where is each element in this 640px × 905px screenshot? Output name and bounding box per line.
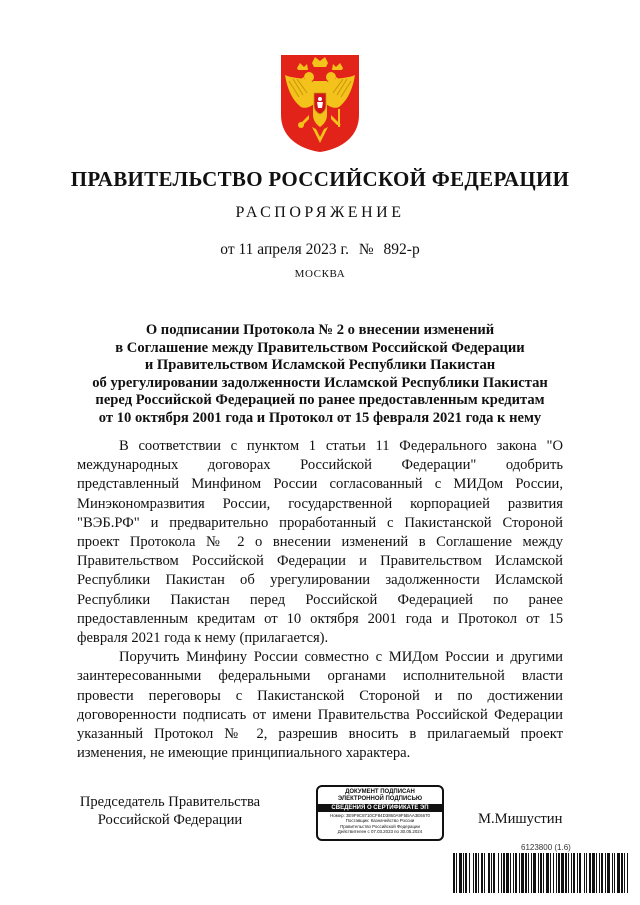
document-city: МОСКВА <box>294 268 346 280</box>
subject-line: от 10 октября 2001 года и Протокол от 15 февраля 2021 года к нему <box>98 409 542 426</box>
russian-coat-of-arms-icon <box>279 53 361 153</box>
stamp-owner: Правительство Российской Федерации <box>340 823 420 829</box>
barcode-icon <box>453 853 629 893</box>
document-body <box>77 437 563 763</box>
document-date: от 11 апреля 2023 г. <box>220 241 349 258</box>
stamp-serial: Номер: 3E9F9C8710CF84D3860A9F5BAA3E6670 <box>330 813 430 818</box>
electronic-signature-stamp <box>316 785 444 841</box>
subject-line: О подписании Протокола № 2 о внесении изменений <box>145 322 495 338</box>
subject-line: в Соглашение между Правительством Российской Федерации <box>115 339 525 356</box>
stamp-validity: Действителен с 07.03.2023 по 30.05.2024 <box>337 829 423 835</box>
barcode-number: 6123800 (1.6) <box>521 843 571 852</box>
subject-line: и Правительством Исламской Республики Пакистан <box>144 357 496 373</box>
signer-name: М.Мишустин <box>478 811 563 827</box>
signer-title-line: Российской Федерации <box>97 812 243 828</box>
document-date-number <box>0 241 640 259</box>
document-type: РАСПОРЯЖЕНИЕ <box>235 204 405 221</box>
number-sign: № <box>358 241 374 258</box>
stamp-line: ЭЛЕКТРОННОЙ ПОДПИСЬЮ <box>337 796 423 802</box>
subject-line: об урегулировании задолженности Исламской Республики Пакистан <box>92 374 548 391</box>
signer-title-line: Председатель Правительства <box>79 794 261 810</box>
document-subject <box>60 322 580 427</box>
subject-line: перед Российской Федерацией по ранее предоставленным кредитам <box>95 392 545 408</box>
stamp-line: ДОКУМЕНТ ПОДПИСАН <box>345 789 415 795</box>
signer-title <box>60 793 280 829</box>
stamp-issuer: Поставщик: Казначейство России <box>345 818 415 824</box>
document-number: 892-р <box>383 241 420 258</box>
stamp-band: СВЕДЕНИЯ О СЕРТИФИКАТЕ ЭП <box>318 804 442 812</box>
body-paragraph: Поручить Минфину России совместно с МИДом России и другими заинтересованными федеральными органами исполнительной власти провести переговоры с Пакистанской Стороной и по достижении договоренности подписать от имени Правительства Российской Федерации указанный Протокол № 2, разрешив вносить в прилагаемый проект изменения, не имеющие принципиального характера. <box>77 649 563 762</box>
government-title: ПРАВИТЕЛЬСТВО РОССИЙСКОЙ ФЕДЕРАЦИИ <box>70 167 570 191</box>
body-paragraph: В соответствии с пунктом 1 статьи 11 Федерального закона "О международных договорах Российской Федерации" одобрить представленный Минфином России согласованный с МИДом России, Минэкономразвития России, государственной корпорацией развития "ВЭБ.РФ" и предварительно проработанный с Пакистанской Стороной проект Протокола № 2 о внесении изменений в Соглашение между Правительством Российской Федерации и Правительством Исламской Республики Пакистан об урегулировании задолженности Исламской Республики Пакистан перед Российской Федерацией по ранее предоставленным кредитам от 10 октября 2001 года и Протокол от 15 февраля 2021 года к нему (прилагается). <box>77 438 563 647</box>
